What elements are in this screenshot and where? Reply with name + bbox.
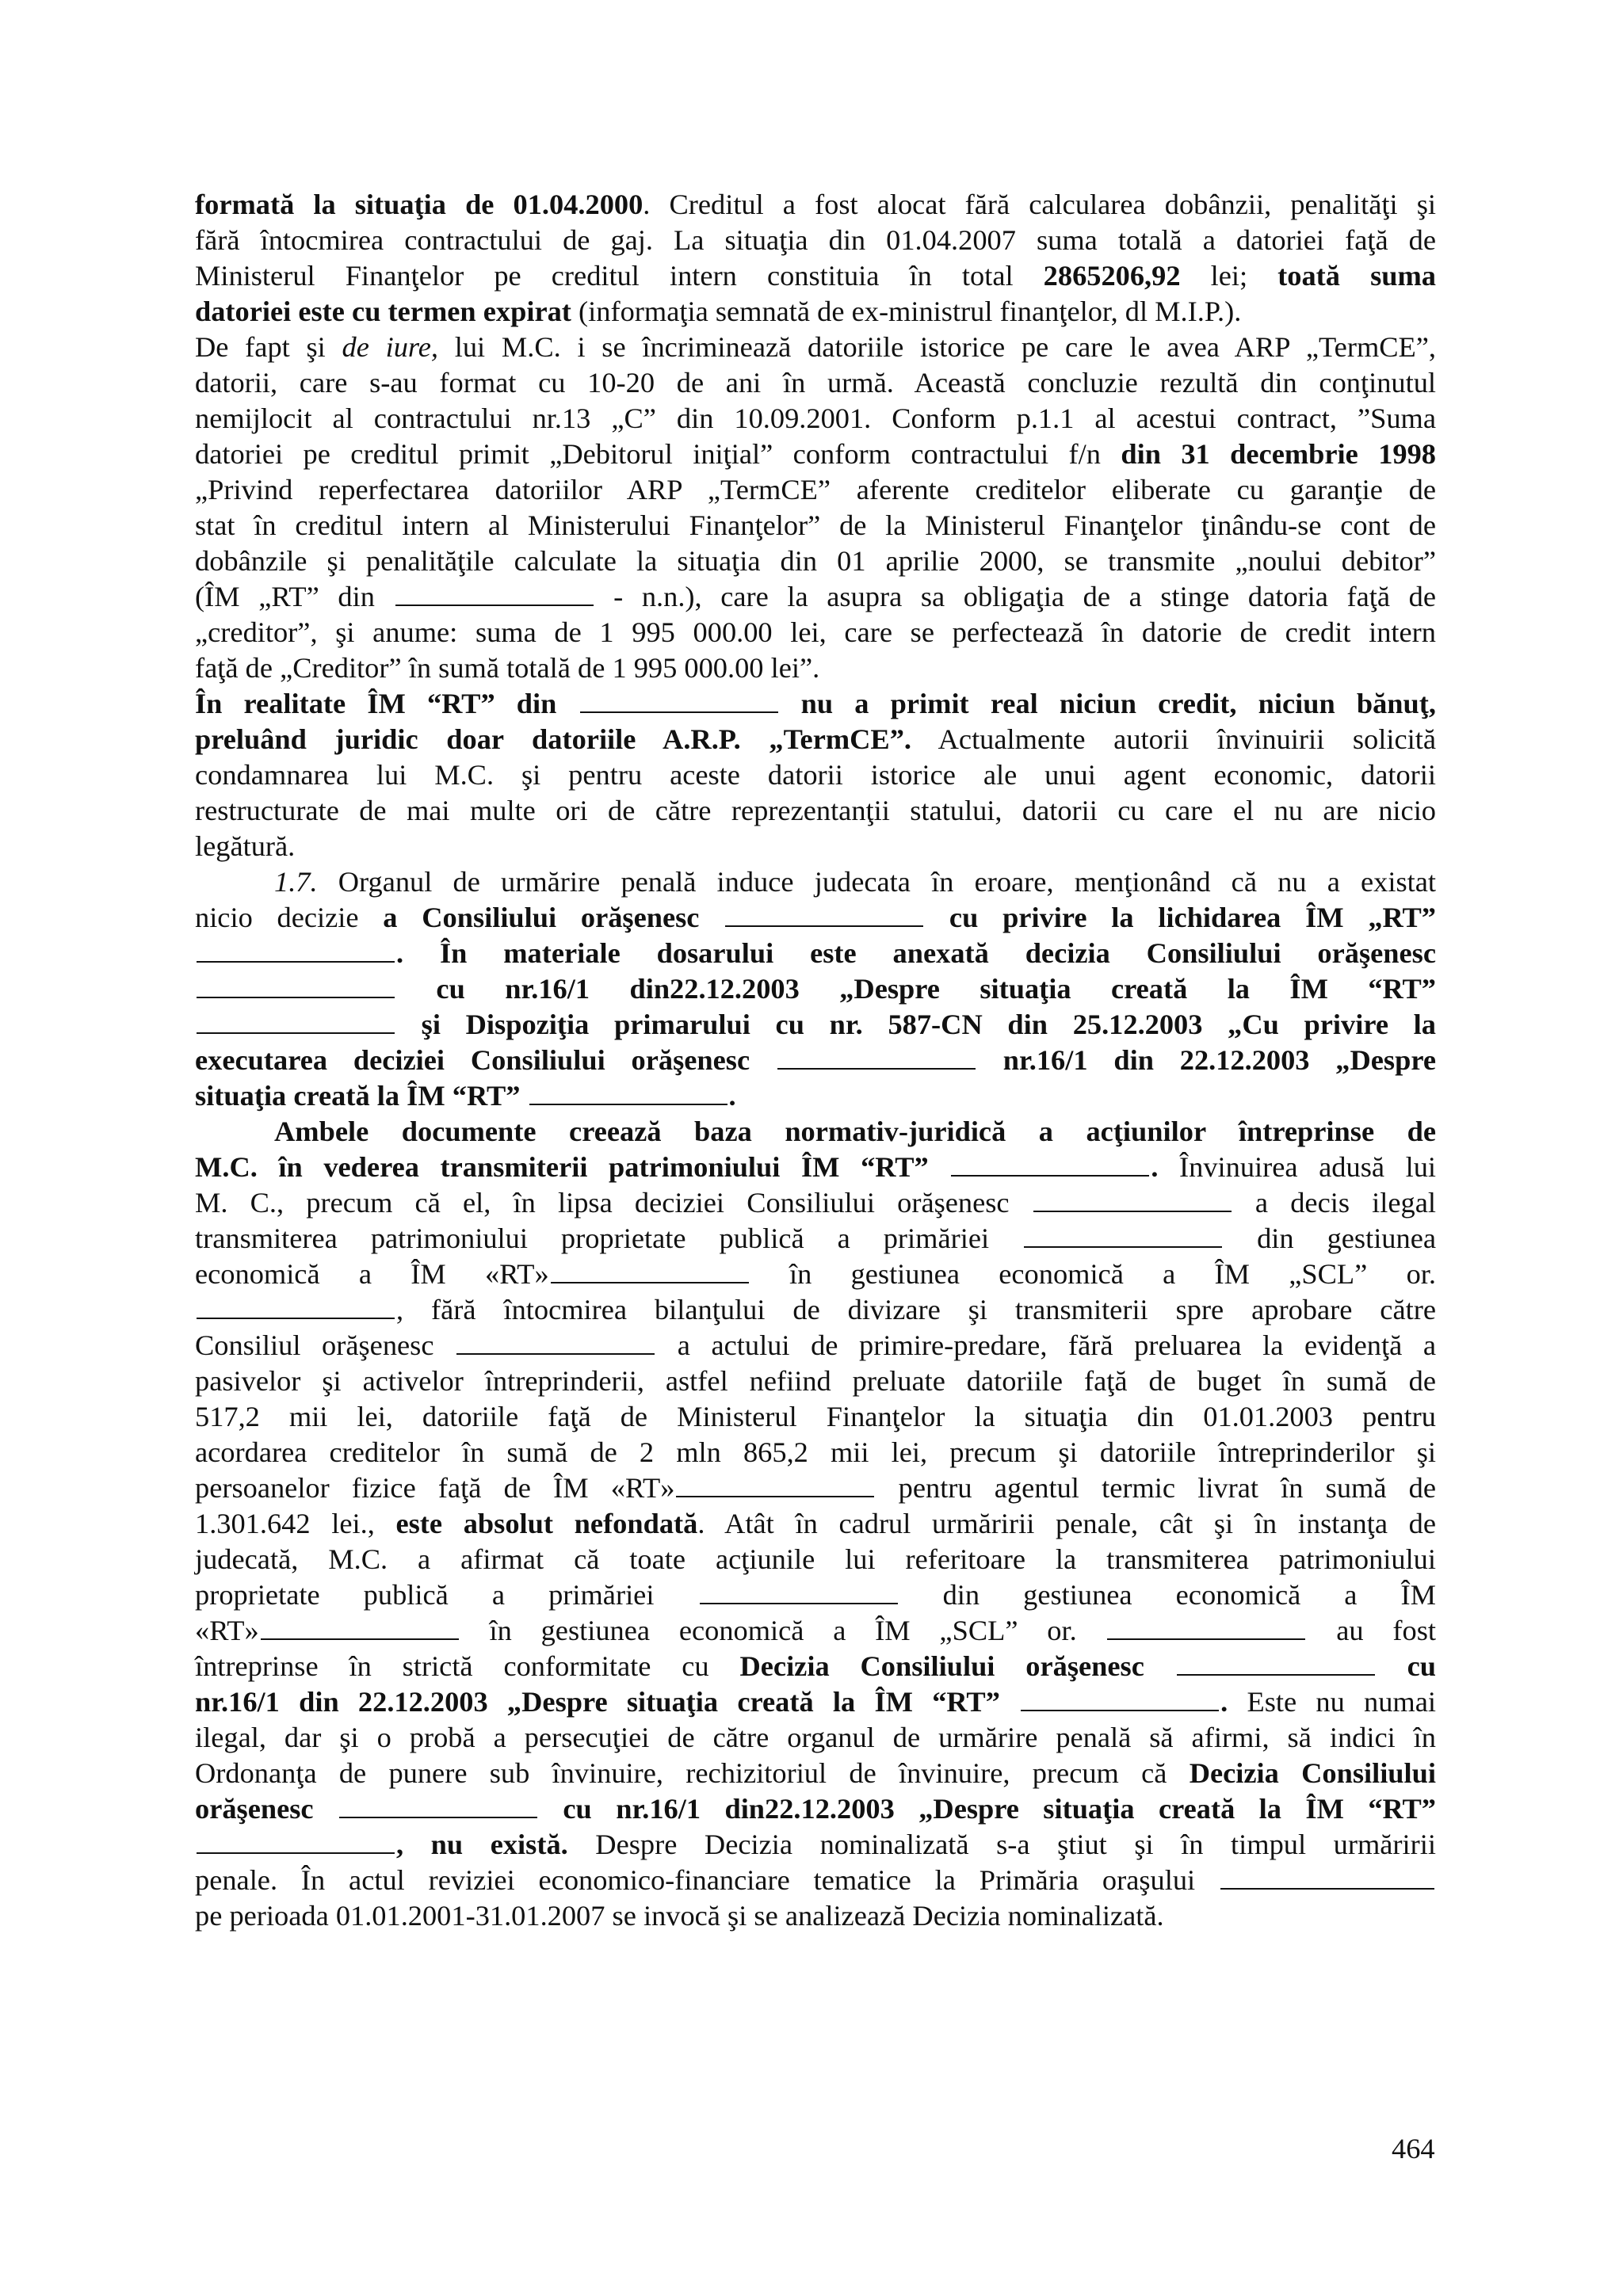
text-segment: Despre Decizia nominalizată s-a ştiut şi în timpul urmăririi [567, 1829, 1436, 1860]
bold-text: Ambele documente creează baza normativ-juridică a acţiunilor întreprinse de [274, 1116, 1436, 1147]
text-segment: Ordonanţa de punere sub învinuire, rechizitoriul de învinuire, precum că [195, 1757, 1190, 1789]
text-line [195, 1221, 1436, 1257]
bold-text: preluând juridic doar datoriile A.R.P. „TermCE”. [195, 723, 912, 755]
redacted-blank [197, 1317, 395, 1319]
text-segment: dobânzile şi penalităţile calculate la situaţia din 01 aprilie 2000, se transmite „noului debitor” [195, 545, 1436, 577]
text-segment: Organul de urmărire penală induce judecata în eroare, menţionând că nu a existat [317, 866, 1436, 898]
bold-text: nr.16/1 din 22.12.2003 „Despre [976, 1044, 1436, 1076]
text-line [195, 543, 1436, 579]
text-line [195, 1863, 1436, 1898]
redacted-blank [1177, 1673, 1375, 1676]
text-line [195, 615, 1436, 650]
text-line [195, 508, 1436, 543]
text-line [195, 1043, 1436, 1078]
bold-text: situaţia creată la ÎM “RT” [195, 1080, 528, 1112]
text-segment: pentru agentul termic livrat în sumă de [876, 1472, 1436, 1504]
text-line [195, 1542, 1436, 1577]
text-segment: , fără întocmirea bilanţului de divizare şi transmiterii spre aprobare către [396, 1294, 1436, 1325]
text-segment: proprietate publică a primăriei [195, 1579, 698, 1611]
redacted-blank [551, 1281, 749, 1283]
bold-text: este absolut nefondată [395, 1508, 698, 1539]
text-segment: a actului de primire-predare, fără preluarea la evidenţă a [656, 1329, 1436, 1361]
text-line [195, 1114, 1436, 1150]
text-segment: (ÎM „RT” din [195, 581, 394, 612]
bold-text: . În materiale dosarului este anexată decizia Consiliului orăşenesc [396, 937, 1436, 969]
text-line [195, 1898, 1436, 1934]
redacted-blank [529, 1103, 727, 1105]
text-line [195, 472, 1436, 508]
text-segment: restructurate de mai multe ori de către reprezentanţii statului, datorii cu care el nu are nicio [195, 795, 1436, 826]
text-segment: în gestiunea economică a ÎM „SCL” or. [750, 1258, 1436, 1290]
redacted-blank [580, 711, 778, 713]
redacted-blank [1107, 1638, 1305, 1640]
bold-text: a Consiliului orăşenesc [383, 902, 724, 933]
text-segment: lui M.C. i se încriminează datoriile istorice pe care le avea ARP „TermCE”, [437, 331, 1437, 363]
bold-text: toată suma [1277, 260, 1436, 292]
redacted-blank [676, 1495, 874, 1497]
text-line [195, 1185, 1436, 1221]
bold-text: din 31 decembrie 1998 [1121, 438, 1436, 470]
text-line [195, 1720, 1436, 1756]
text-line [195, 900, 1436, 936]
text-line [195, 936, 1436, 971]
text-segment: 1.301.642 lei., [195, 1508, 396, 1539]
text-line [195, 365, 1436, 401]
text-segment: acordarea creditelor în sumă de 2 mln 865,2 mii lei, precum şi datoriile întreprinderilor şi [195, 1436, 1436, 1468]
text-line [195, 829, 1436, 864]
redacted-blank [1021, 1709, 1219, 1711]
text-segment: M. C., precum că el, în lipsa deciziei Consiliului orăşenesc [195, 1187, 1032, 1219]
redacted-blank [951, 1174, 1149, 1177]
bold-text: şi Dispoziţia primarului cu nr. 587-CN din 25.12.2003 „Cu privire la [396, 1009, 1436, 1040]
text-segment: „Privind reperfectarea datoriilor ARP „TermCE” aferente creditelor eliberate cu garanţie de [195, 474, 1436, 505]
text-line [195, 330, 1436, 365]
redacted-blank [1033, 1210, 1232, 1212]
text-line [195, 401, 1436, 437]
redacted-blank [197, 1032, 395, 1034]
bold-text: 2865206,92 [1043, 260, 1181, 292]
text-line [195, 1791, 1436, 1827]
text-segment: a decis ilegal [1232, 1187, 1437, 1219]
text-segment: datoriei pe creditul primit „Debitorul iniţial” conform contractului f/n [195, 438, 1121, 470]
redacted-blank [261, 1638, 459, 1640]
text-segment: nicio decizie [195, 902, 384, 933]
text-segment: . Creditul a fost alocat fără calcularea dobânzii, penalităţi şi [643, 189, 1436, 220]
text-line [195, 686, 1436, 722]
text-line [195, 1328, 1436, 1363]
text-segment: fără întocmirea contractului de gaj. La situaţia din 01.04.2007 suma totală a datoriei faţă de [195, 224, 1436, 256]
bold-text: . [1220, 1686, 1228, 1718]
text-segment: datorii, care s-au format cu 10-20 de ani în urmă. Această concluzie rezultă din conţinutul [195, 367, 1436, 399]
text-segment: din gestiunea [1224, 1222, 1437, 1254]
bold-text: M.C. în vederea transmiterii patrimoniului ÎM “RT” [195, 1151, 950, 1183]
text-line [195, 1292, 1436, 1328]
text-segment: Este nu numai [1228, 1686, 1436, 1718]
text-line [195, 864, 1436, 900]
text-segment: faţă de „Creditor” în sumă totală de 1 995 000.00 lei”. [195, 652, 820, 684]
text-segment: au fost [1307, 1615, 1436, 1646]
bold-text: cu nr.16/1 din22.12.2003 „Despre situaţia creată la ÎM “RT” [396, 973, 1436, 1005]
text-line [195, 1470, 1436, 1506]
redacted-blank [725, 925, 923, 927]
bold-text: . [728, 1080, 736, 1112]
redacted-blank [777, 1067, 976, 1070]
text-segment: din gestiunea economică a ÎM [899, 1579, 1437, 1611]
text-line [195, 437, 1436, 472]
italic-text: 1.7. [274, 866, 318, 898]
bold-text: executarea deciziei Consiliului orăşenesc [195, 1044, 776, 1076]
text-segment: judecată, M.C. a afirmat că toate acţiunile lui referitoare la transmiterea patrimoniului [195, 1543, 1436, 1575]
redacted-blank [456, 1352, 655, 1355]
text-segment: Consiliul orăşenesc [195, 1329, 456, 1361]
bold-text: datoriei este cu termen expirat [195, 296, 571, 327]
text-line [195, 294, 1436, 330]
italic-text: de iure, [342, 331, 438, 363]
bold-text: . [1151, 1151, 1159, 1183]
document-body [195, 187, 1436, 1934]
text-line [195, 1827, 1436, 1863]
text-segment: pasivelor şi activelor întreprinderii, astfel nefiind preluate datoriile faţă de buget în sumă de [195, 1365, 1436, 1397]
bold-text: nr.16/1 din 22.12.2003 „Despre situaţia creată la ÎM “RT” [195, 1686, 1020, 1718]
redacted-blank [395, 604, 594, 606]
text-line [195, 1399, 1436, 1435]
redacted-blank [1024, 1245, 1222, 1248]
text-line [195, 1756, 1436, 1791]
text-segment: De fapt şi [195, 331, 342, 363]
redacted-blank [1220, 1887, 1434, 1890]
text-segment: în gestiunea economică a ÎM „SCL” or. [460, 1615, 1106, 1646]
bold-text: În realitate ÎM “RT” din [195, 688, 579, 719]
text-line [195, 650, 1436, 686]
text-line [195, 1577, 1436, 1613]
text-segment: întreprinse în strictă conformitate cu [195, 1650, 740, 1682]
text-segment: economică a ÎM «RT» [195, 1258, 549, 1290]
text-line [195, 258, 1436, 294]
text-line [195, 1257, 1436, 1292]
text-segment: nemijlocit al contractului nr.13 „C” din 10.09.2001. Conform p.1.1 al acestui contract, ”Suma [195, 402, 1436, 434]
text-line [195, 1078, 1436, 1114]
redacted-blank [700, 1602, 898, 1604]
text-segment: „creditor”, şi anume: suma de 1 995 000.00 lei, care se perfectează în datorie de credit intern [195, 616, 1436, 648]
text-line [195, 1684, 1436, 1720]
text-line [195, 1363, 1436, 1399]
bold-text: formată la situaţia de 01.04.2000 [195, 189, 643, 220]
text-segment: . Atât în cadrul urmăririi penale, cât şi în instanţa de [697, 1508, 1437, 1539]
text-segment: ilegal, dar şi o probă a persecuţiei de către organul de urmărire penală să afirmi, să indici în [195, 1722, 1436, 1753]
text-segment: penale. În actul reviziei economico-financiare tematice la Primăria oraşului [195, 1864, 1219, 1896]
text-line [195, 757, 1436, 793]
text-segment: 517,2 mii lei, datoriile faţă de Ministerul Finanţelor la situaţia din 01.01.2003 pentru [195, 1401, 1436, 1432]
text-segment: «RT» [195, 1615, 259, 1646]
text-line [195, 722, 1436, 757]
text-line [195, 1007, 1436, 1043]
text-line [195, 1506, 1436, 1542]
bold-text: , nu există. [396, 1829, 568, 1860]
text-segment: lei; [1180, 260, 1278, 292]
text-segment: - n.n.), care la asupra sa obligaţia de a stinge datoria faţă de [594, 581, 1436, 612]
bold-text: Decizia Consiliului [1189, 1757, 1437, 1789]
redacted-blank [197, 1852, 395, 1854]
text-line [195, 223, 1436, 258]
bold-text: cu [1376, 1650, 1436, 1682]
text-segment: transmiterea patrimoniului proprietate publică a primăriei [195, 1222, 1023, 1254]
redacted-blank [197, 996, 395, 998]
text-segment: legătură. [195, 830, 296, 862]
text-segment: (informaţia semnată de ex-ministrul finanţelor, dl M.I.P.). [571, 296, 1242, 327]
text-segment: persoanelor fizice faţă de ÎM «RT» [195, 1472, 675, 1504]
page-number: 464 [1392, 2133, 1435, 2164]
bold-text: Decizia Consiliului orăşenesc [739, 1650, 1175, 1682]
text-segment: Actualmente autorii învinuirii solicită [911, 723, 1436, 755]
redacted-blank [339, 1816, 537, 1818]
text-segment: condamnarea lui M.C. şi pentru aceste datorii istorice ale unui agent economic, datorii [195, 759, 1436, 791]
text-line [195, 971, 1436, 1007]
text-line [195, 1435, 1436, 1470]
redacted-blank [197, 960, 395, 963]
text-line [195, 1649, 1436, 1684]
bold-text: nu a primit real niciun credit, niciun bănuţ, [779, 688, 1437, 719]
text-segment: Învinuirea adusă lui [1158, 1151, 1437, 1183]
text-line [195, 1150, 1436, 1185]
text-line [195, 579, 1436, 615]
bold-text: cu nr.16/1 din22.12.2003 „Despre situaţia creată la ÎM “RT” [538, 1793, 1436, 1825]
text-line [195, 187, 1436, 223]
text-segment: Ministerul Finanţelor pe creditul intern constituia în total [195, 260, 1044, 292]
text-segment: stat în creditul intern al Ministerului Finanţelor” de la Ministerul Finanţelor ţinându-se cont de [195, 509, 1436, 541]
bold-text: cu privire la lichidarea ÎM „RT” [925, 902, 1436, 933]
text-segment: pe perioada 01.01.2001-31.01.2007 se invocă şi se analizează Decizia nominalizată. [195, 1900, 1164, 1932]
text-line [195, 1613, 1436, 1649]
text-line [195, 793, 1436, 829]
bold-text: orăşenesc [195, 1793, 338, 1825]
